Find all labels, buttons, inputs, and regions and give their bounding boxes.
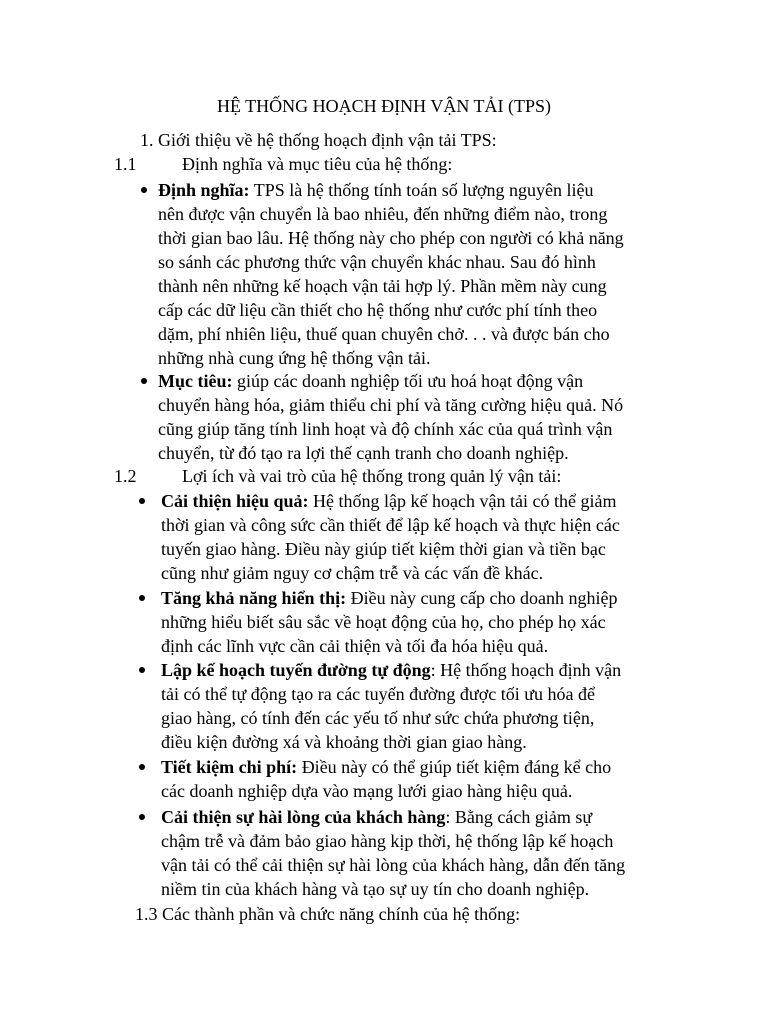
text-line: chuyển hàng hóa, giảm thiểu chi phí và tăng cường hiệu quả. Nó xyxy=(158,395,624,415)
bullet-text: TPS là hệ thống tính toán số lượng nguyên liệu xyxy=(249,180,594,200)
bullet-icon xyxy=(141,378,147,384)
text-line: các doanh nghiệp dựa vào mạng lưới giao hàng hiệu quả. xyxy=(161,781,573,801)
text-line: dặm, phí nhiên liệu, thuế quan chuyên chở. . . và được bán cho xyxy=(158,324,610,344)
text-line: điều kiện đường xá và khoảng thời gian giao hàng. xyxy=(161,732,527,752)
bullet-text: Hệ thống lập kế hoạch vận tải có thể giảm xyxy=(308,491,617,511)
text-line xyxy=(158,369,583,393)
bullet-label: Lập kế hoạch tuyến đường tự động xyxy=(161,660,431,680)
text-line: vận tải có thể cải thiện sự hài lòng của khách hàng, dẫn đến tăng xyxy=(161,855,626,875)
text-line: định các lĩnh vực cần cải thiện và tối đa hóa hiệu quả. xyxy=(161,636,549,656)
bullet-icon xyxy=(139,667,145,673)
text-line xyxy=(161,658,621,682)
text-line xyxy=(161,489,616,513)
text-line: cũng như giảm nguy cơ chậm trễ và các vấn đề khác. xyxy=(161,563,544,583)
text-line: cấp các dữ liệu cần thiết cho hệ thống như cước phí tính theo xyxy=(158,300,598,320)
bullet-icon xyxy=(139,595,145,601)
bullet-icon xyxy=(139,498,145,504)
bullet-text: : Bằng cách giảm sự xyxy=(445,807,593,827)
section-title: Lợi ích và vai trò của hệ thống trong quản lý vận tải: xyxy=(182,466,562,486)
text-line: chuyển, từ đó tạo ra lợi thế cạnh tranh cho doanh nghiệp. xyxy=(158,443,569,463)
bullet-label: Mục tiêu: xyxy=(158,371,233,391)
text-line: thời gian và công sức cần thiết để lập kế hoạch và thực hiện các xyxy=(161,515,620,535)
bullet-icon xyxy=(139,764,145,770)
bullet-text: Điều này có thể giúp tiết kiệm đáng kể cho xyxy=(297,757,612,777)
text-line: nên được vận chuyển là bao nhiêu, đến những điểm nào, trong xyxy=(158,204,608,224)
section-1-2-heading xyxy=(114,464,561,488)
text-line xyxy=(161,586,618,610)
bullet-label: Tiết kiệm chi phí: xyxy=(161,757,298,777)
text-line xyxy=(161,805,592,829)
bullet-label: Cải thiện sự hài lòng của khách hàng xyxy=(161,807,446,827)
text-line: giao hàng, có tính đến các yếu tố như sức chứa phương tiện, xyxy=(161,708,595,728)
section-title: Định nghĩa và mục tiêu của hệ thống: xyxy=(182,154,453,174)
section-number: 1.1 xyxy=(114,154,137,174)
text-line: tuyến giao hàng. Điều này giúp tiết kiệm thời gian và tiền bạc xyxy=(161,539,606,559)
text-line: thành nên những kế hoạch vận tải hợp lý. Phần mềm này cung xyxy=(158,276,607,296)
text-line: những nhà cung ứng hệ thống vận tải. xyxy=(158,348,431,368)
bullet-label: Cải thiện hiệu quả: xyxy=(161,491,309,511)
text-line: so sánh các phương thức vận chuyển khác nhau. Sau đó hình xyxy=(158,252,596,272)
bullet-text: Điều này cung cấp cho doanh nghiệp xyxy=(346,588,618,608)
text-line: những hiểu biết sâu sắc về hoạt động của họ, cho phép họ xác xyxy=(161,612,606,632)
text-line: tải có thể tự động tạo ra các tuyến đường được tối ưu hóa để xyxy=(161,684,595,704)
heading-1: 1. Giới thiệu về hệ thống hoạch định vận tải TPS: xyxy=(140,130,497,150)
section-1-3-heading: 1.3 Các thành phần và chức năng chính của hệ thống: xyxy=(135,904,521,924)
text-line: thời gian bao lâu. Hệ thống này cho phép con người có khả năng xyxy=(158,228,624,248)
document-title: HỆ THỐNG HOẠCH ĐỊNH VẬN TẢI (TPS) xyxy=(217,96,551,116)
bullet-label: Tăng khả năng hiển thị: xyxy=(161,588,347,608)
text-line xyxy=(161,755,611,779)
bullet-icon xyxy=(139,814,145,820)
text-line: chậm trễ và đảm bảo giao hàng kịp thời, hệ thống lập kế hoạch xyxy=(161,831,614,851)
text-line xyxy=(158,178,593,202)
bullet-label: Định nghĩa: xyxy=(158,180,250,200)
section-number: 1.2 xyxy=(114,466,137,486)
bullet-icon xyxy=(141,187,147,193)
text-line: cũng giúp tăng tính linh hoạt và độ chính xác của quá trình vận xyxy=(158,419,613,439)
bullet-text: giúp các doanh nghiệp tối ưu hoá hoạt động vận xyxy=(232,371,584,391)
text-line: niềm tin của khách hàng và tạo sự uy tín cho doanh nghiệp. xyxy=(161,879,590,899)
bullet-text: : Hệ thống hoạch định vận xyxy=(430,660,622,680)
section-1-1-heading xyxy=(114,152,452,176)
